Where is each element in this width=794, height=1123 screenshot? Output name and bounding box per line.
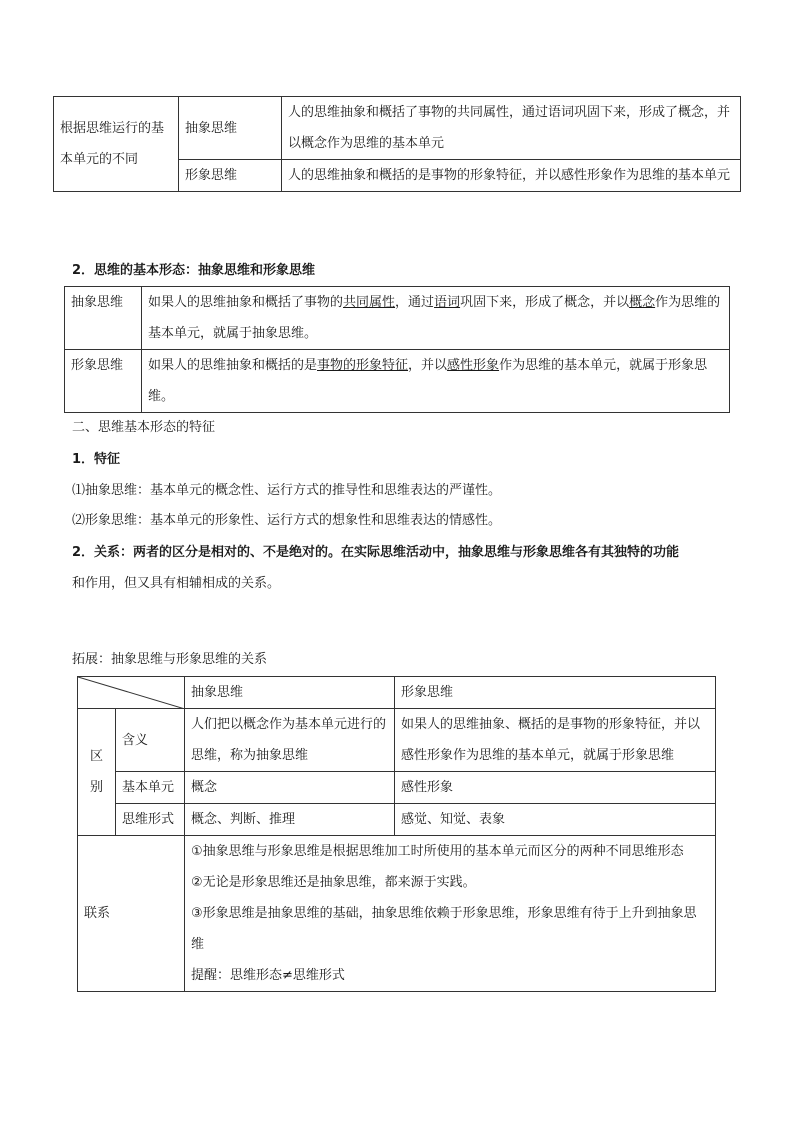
cell-label: 抽象思维	[65, 287, 142, 350]
table-row	[78, 709, 716, 772]
cell-text: 人的思维抽象和概括了事物的共同属性，通过语词巩固下来，形成了概念，并以概念作为思维的基本单元	[282, 97, 741, 160]
extension-title: 拓展：抽象思维与形象思维的关系	[72, 652, 268, 667]
item-2-line2: 和作用，但又具有相辅相成的关系。	[72, 576, 281, 591]
section-title	[72, 261, 315, 281]
link-item: ③形象思维是抽象思维的基础，抽象思维依赖于形象思维，形象思维有待于上升到抽象思维	[191, 906, 697, 952]
item-2-line1	[72, 543, 679, 563]
section-title-text: 2．思维的基本形态：抽象思维和形象思维	[72, 263, 316, 278]
cell-label: 形象思维	[179, 160, 282, 192]
heading-two: 二、思维基本形态的特征	[72, 420, 216, 435]
link-item: ①抽象思维与形象思维是根据思维加工时所使用的基本单元而区分的两种不同思维形态	[191, 844, 684, 859]
row-label: 基本单元	[116, 772, 185, 804]
table-row	[65, 350, 730, 413]
group-label: 区别	[78, 709, 116, 836]
table-row	[78, 836, 716, 992]
cell-text: 如果人的思维抽象和概括了事物的共同属性，通过语词巩固下来，形成了概念，并以概念作为思维的基本单元，就属于抽象思维。	[142, 287, 730, 350]
cell-label: 形象思维	[65, 350, 142, 413]
cell-b: 感性形象	[395, 772, 716, 804]
col-header: 形象思维	[395, 677, 716, 709]
table-row	[65, 287, 730, 350]
table-header-row	[78, 677, 716, 709]
cell-a: 人们把以概念作为基本单元进行的思维，称为抽象思维	[185, 709, 395, 772]
link-item: 提醒：思维形态≠思维形式	[191, 968, 345, 983]
cell-text: 人的思维抽象和概括的是事物的形象特征，并以感性形象作为思维的基本单元	[282, 160, 741, 192]
table-basic-forms	[64, 286, 730, 413]
table-row	[78, 804, 716, 836]
row-header	[54, 97, 179, 192]
table-thinking-unit	[53, 96, 741, 192]
item-2-text: 2．关系：两者的区分是相对的、不是绝对的。在实际思维活动中，抽象思维与形象思维各有其独特的功能	[72, 545, 680, 560]
col-header: 抽象思维	[185, 677, 395, 709]
row-header-text: 根据思维运行的基本单元的不同	[60, 121, 165, 167]
table-row	[54, 97, 741, 160]
item-1b: ⑵形象思维：基本单元的形象性、运行方式的想象性和思维表达的情感性。	[72, 513, 502, 528]
cell-b: 如果人的思维抽象、概括的是事物的形象特征，并以感性形象作为思维的基本单元，就属于形象思维	[395, 709, 716, 772]
table-relationship	[77, 676, 716, 992]
cell-b: 感觉、知觉、表象	[395, 804, 716, 836]
link-label: 联系	[78, 836, 185, 992]
diagonal-line	[78, 677, 185, 709]
cell-a: 概念	[185, 772, 395, 804]
item-1: 1．特征	[72, 452, 121, 467]
row-label: 思维形式	[116, 804, 185, 836]
link-content	[185, 836, 716, 992]
table-row	[78, 772, 716, 804]
item-1a: ⑴抽象思维：基本单元的概念性、运行方式的推导性和思维表达的严谨性。	[72, 483, 502, 498]
cell-text: 如果人的思维抽象和概括的是事物的形象特征，并以感性形象作为思维的基本单元，就属于形象思维。	[142, 350, 730, 413]
cell-a: 概念、判断、推理	[185, 804, 395, 836]
link-item: ②无论是形象思维还是抽象思维，都来源于实践。	[191, 875, 476, 890]
row-label: 含义	[116, 709, 185, 772]
cell-label: 抽象思维	[179, 97, 282, 160]
diagonal-header-cell	[78, 677, 185, 709]
